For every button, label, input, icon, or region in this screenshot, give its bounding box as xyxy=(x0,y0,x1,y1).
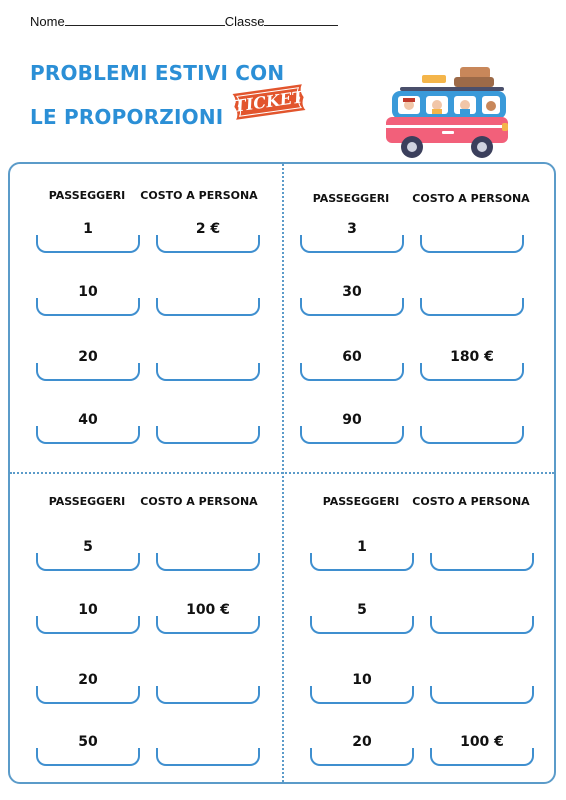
cost-value: 2 € xyxy=(195,221,221,237)
passengers-cell[interactable] xyxy=(300,363,404,381)
cost-cell[interactable] xyxy=(156,748,260,766)
bus-illustration xyxy=(382,65,514,163)
cost-cell[interactable] xyxy=(420,235,524,253)
passengers-value: 1 xyxy=(83,221,93,237)
passengers-value: 40 xyxy=(78,412,98,428)
passengers-value: 1 xyxy=(357,539,367,555)
passengers-value: 20 xyxy=(352,734,372,750)
cost-value: 100 € xyxy=(460,734,504,750)
passengers-cell[interactable] xyxy=(300,298,404,316)
passengers-value: 90 xyxy=(342,412,362,428)
cost-cell[interactable] xyxy=(430,553,534,571)
passengers-cell[interactable] xyxy=(36,686,140,704)
passengers-value: 30 xyxy=(342,284,362,300)
column-header-cost: COSTO A PERSONA xyxy=(140,495,258,508)
passengers-cell[interactable] xyxy=(36,298,140,316)
page-title-line1: PROBLEMI ESTIVI CON xyxy=(30,61,285,85)
cost-cell[interactable] xyxy=(430,748,534,766)
passengers-value: 50 xyxy=(78,734,98,750)
horizontal-divider xyxy=(10,472,554,474)
cost-cell[interactable] xyxy=(420,298,524,316)
cost-cell[interactable] xyxy=(430,616,534,634)
passengers-value: 5 xyxy=(83,539,93,555)
passengers-value: 3 xyxy=(347,221,357,237)
cost-cell[interactable] xyxy=(156,235,260,253)
passengers-cell[interactable] xyxy=(310,553,414,571)
passengers-cell[interactable] xyxy=(300,426,404,444)
page-title-line2: LE PROPORZIONI xyxy=(30,105,224,129)
passengers-cell[interactable] xyxy=(36,748,140,766)
cost-value: 180 € xyxy=(450,349,494,365)
passengers-cell[interactable] xyxy=(36,616,140,634)
passengers-value: 10 xyxy=(352,672,372,688)
class-field[interactable] xyxy=(264,14,338,26)
column-header-passengers: PASSEGGERI xyxy=(322,495,400,508)
cost-cell[interactable] xyxy=(156,686,260,704)
column-header-cost: COSTO A PERSONA xyxy=(140,189,258,202)
ticket-icon xyxy=(228,83,310,121)
passengers-cell[interactable] xyxy=(36,426,140,444)
cost-cell[interactable] xyxy=(156,363,260,381)
passengers-cell[interactable] xyxy=(36,235,140,253)
column-header-cost: COSTO A PERSONA xyxy=(412,495,530,508)
column-header-passengers: PASSEGGERI xyxy=(48,189,126,202)
cost-cell[interactable] xyxy=(420,363,524,381)
column-header-passengers: PASSEGGERI xyxy=(312,192,390,205)
cost-cell[interactable] xyxy=(420,426,524,444)
column-header-cost: COSTO A PERSONA xyxy=(412,192,530,205)
cost-value: 100 € xyxy=(186,602,230,618)
cost-cell[interactable] xyxy=(156,426,260,444)
class-label: Classe xyxy=(224,14,265,29)
passengers-cell[interactable] xyxy=(310,686,414,704)
cost-cell[interactable] xyxy=(430,686,534,704)
cost-cell[interactable] xyxy=(156,298,260,316)
column-header-passengers: PASSEGGERI xyxy=(48,495,126,508)
passengers-value: 20 xyxy=(78,349,98,365)
cost-cell[interactable] xyxy=(156,616,260,634)
passengers-cell[interactable] xyxy=(36,553,140,571)
passengers-cell[interactable] xyxy=(310,748,414,766)
passengers-cell[interactable] xyxy=(36,363,140,381)
passengers-value: 20 xyxy=(78,672,98,688)
passengers-cell[interactable] xyxy=(310,616,414,634)
passengers-value: 10 xyxy=(78,284,98,300)
passengers-value: 10 xyxy=(78,602,98,618)
passengers-value: 5 xyxy=(357,602,367,618)
name-label: Nome xyxy=(30,14,65,29)
passengers-value: 60 xyxy=(342,349,362,365)
ticket-label: TICKET xyxy=(232,87,305,116)
cost-cell[interactable] xyxy=(156,553,260,571)
passengers-cell[interactable] xyxy=(300,235,404,253)
header-fields xyxy=(30,14,338,29)
name-field[interactable] xyxy=(65,14,225,26)
